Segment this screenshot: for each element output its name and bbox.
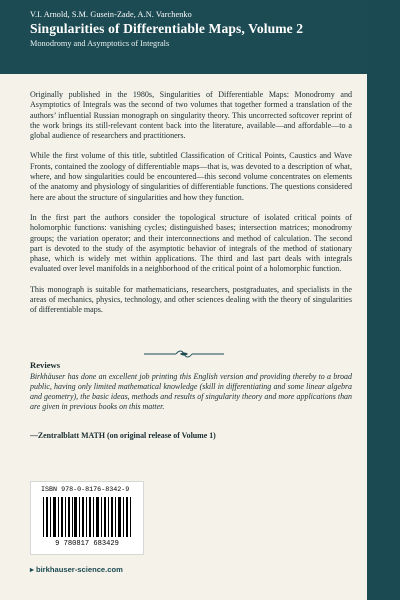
ornament-divider	[140, 348, 228, 360]
description-paragraph-3: In the first part the authors consider the topological structure of isolated critical points of holomorphic functions: vanishing cycles; distinguished bases; intersection matrices; monodromy groups; the variation operator; and their interconnections and method of calculation. The second part is devoted to the study of the asymptotic behavior of integrals of the method of stationary phase, which is widely met within applications. The third and last part deals with integrals evaluated over level manifolds in a neighborhood of the critical point of a holomorphic function.	[30, 212, 352, 274]
description-paragraph-4: This monograph is suitable for mathematicians, researchers, postgraduates, and specialists in the areas of mechanics, physics, technology, and other sciences dealing with the theory of singularities of differentiable maps.	[30, 284, 352, 315]
review-text: Birkhäuser has done an excellent job printing this English version and providing thereby to a broad public, having only limited mathematical knowledge (skill in differentiating and some linear algebra and geometry), the basic ideas, methods and results of singularity theory and more applications than are given in previous books on this matter.	[30, 372, 352, 412]
review-source: —Zentralblatt MATH (on original release of Volume 1)	[30, 431, 216, 440]
cover-right-band	[367, 0, 400, 600]
description	[30, 90, 352, 326]
book-title: Singularities of Differentiable Maps, Volume 2	[30, 21, 304, 36]
isbn-top-text: ISBN 978-0-8176-8342-9	[41, 486, 130, 494]
authors: V.I. Arnold, S.M. Gusein-Zade, A.N. Varchenko	[30, 10, 192, 19]
book-subtitle: Monodromy and Asymptotics of Integrals	[30, 39, 170, 48]
website-text: birkhauser-science.com	[35, 565, 123, 574]
reviews-heading: Reviews	[30, 360, 61, 370]
isbn-barcode-box	[30, 481, 144, 555]
arrow-icon: ▸	[30, 565, 34, 574]
description-paragraph-1: Originally published in the 1980s, Singularities of Differentiable Maps: Monodromy and Asymptotics of Integrals was the second of two volumes that together formed a translation of the authors’ influential Russian monograph on singularity theory. This uncorrected softcover reprint of the work brings its still-relevant content back into the literature, available—and affordable—to a global audience of researchers and practitioners.	[30, 90, 352, 141]
cover-header	[0, 0, 367, 74]
barcode-icon	[41, 497, 133, 537]
isbn-bottom-text: 9 780817 683429	[55, 540, 119, 548]
publisher-website-link[interactable]	[30, 565, 123, 574]
description-paragraph-2: While the first volume of this title, subtitled Classification of Critical Points, Caustics and Wave Fronts, contained the zoology of differentiable maps—that is, was devoted to a description of what, where, and how singularities could be encountered—this second volume concentrates on elements of the anatomy and physiology of singularities of differentiable functions. The questions considered here are about the structure of singularities and how they function.	[30, 151, 352, 202]
